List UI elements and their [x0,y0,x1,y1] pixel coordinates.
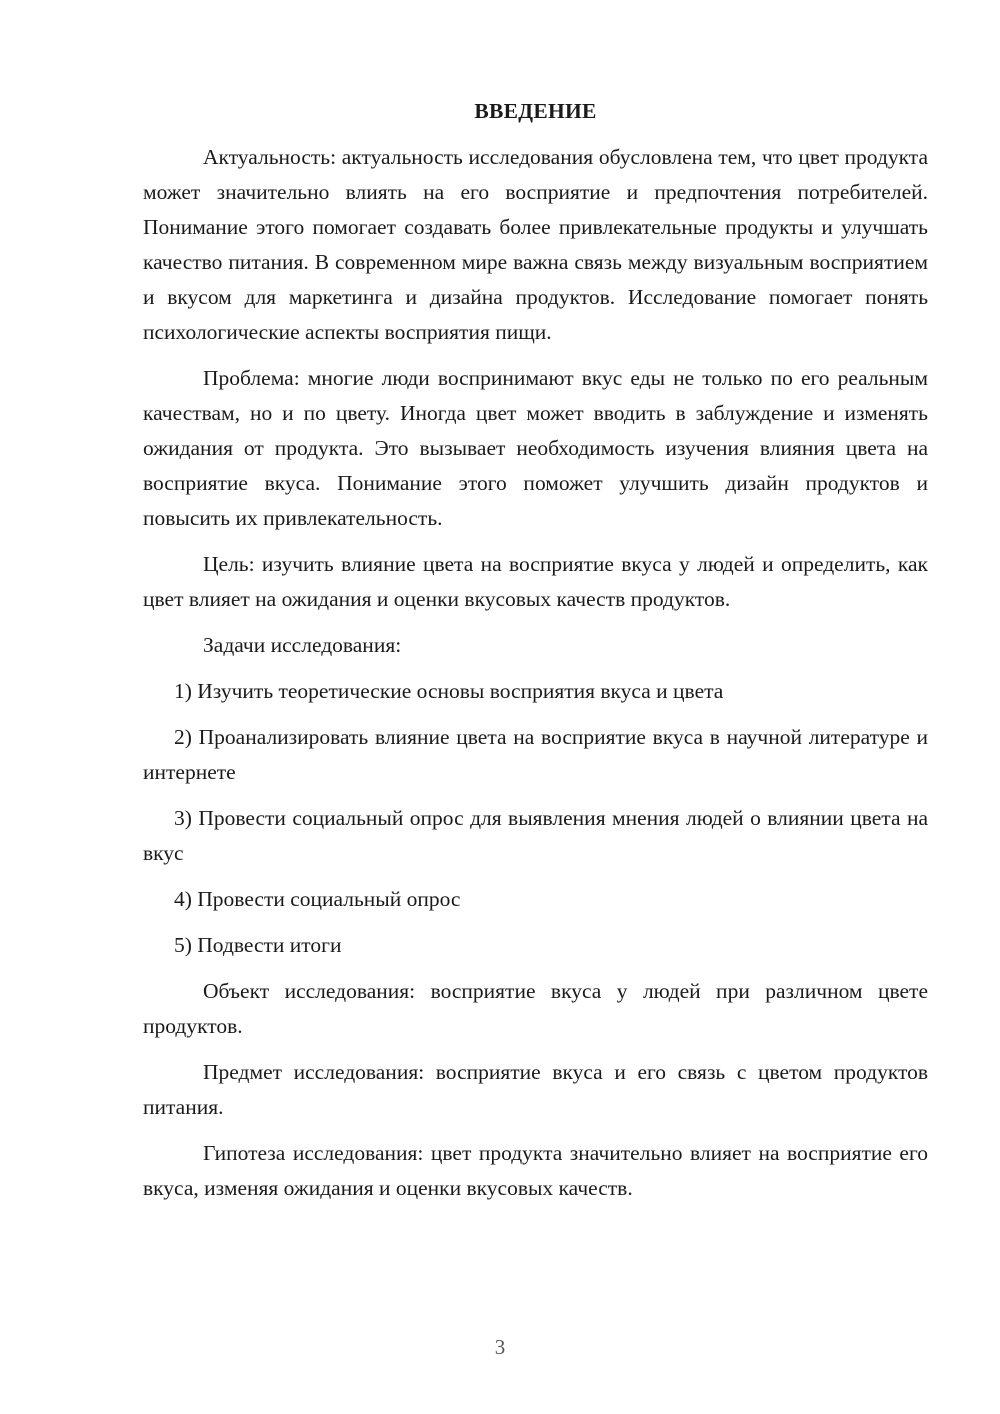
task-item-4: 4) Провести социальный опрос [174,887,461,911]
object-paragraph: Объект исследования: восприятие вкуса у людей при различном цвете продуктов. [143,979,928,1038]
task-item-2: 2) Проанализировать влияние цвета на восприятие вкуса в научной литературе и интернете [143,725,928,784]
section-title: ВВЕДЕНИЕ [474,99,597,123]
task-item-5: 5) Подвести итоги [174,933,342,957]
page-number: 3 [494,1335,506,1359]
relevance-paragraph: Актуальность: актуальность исследования обусловлена тем, что цвет продукта может значительно влиять на его восприятие и предпочтения потребителей. Понимание этого помогает создавать более привлекательные продукты и улучшать качество питания. В современном мире важна связь между визуальным восприятием и вкусом для маркетинга и дизайна продуктов. Исследование помогает понять психологические аспекты восприятия пищи. [143,145,928,344]
goal-paragraph: Цель: изучить влияние цвета на восприятие вкуса у людей и определить, как цвет влияет на ожидания и оценки вкусовых качеств продуктов. [143,552,928,611]
tasks-heading: Задачи исследования: [203,633,402,657]
document-page [143,94,928,1217]
hypothesis-paragraph: Гипотеза исследования: цвет продукта значительно влияет на восприятие его вкуса, изменяя ожидания и оценки вкусовых качеств. [143,1141,928,1200]
subject-paragraph: Предмет исследования: восприятие вкуса и его связь с цветом продуктов питания. [143,1060,928,1119]
task-item-1: 1) Изучить теоретические основы восприятия вкуса и цвета [174,679,724,703]
problem-paragraph: Проблема: многие люди воспринимают вкус еды не только по его реальным качествам, но и по цвету. Иногда цвет может вводить в заблуждение и изменять ожидания от продукта. Это вызывает необходимость изучения влияния цвета на восприятие вкуса. Понимание этого поможет улучшить дизайн продуктов и повысить их привлекательность. [143,366,928,530]
task-item-3: 3) Провести социальный опрос для выявления мнения людей о влиянии цвета на вкус [143,806,928,865]
